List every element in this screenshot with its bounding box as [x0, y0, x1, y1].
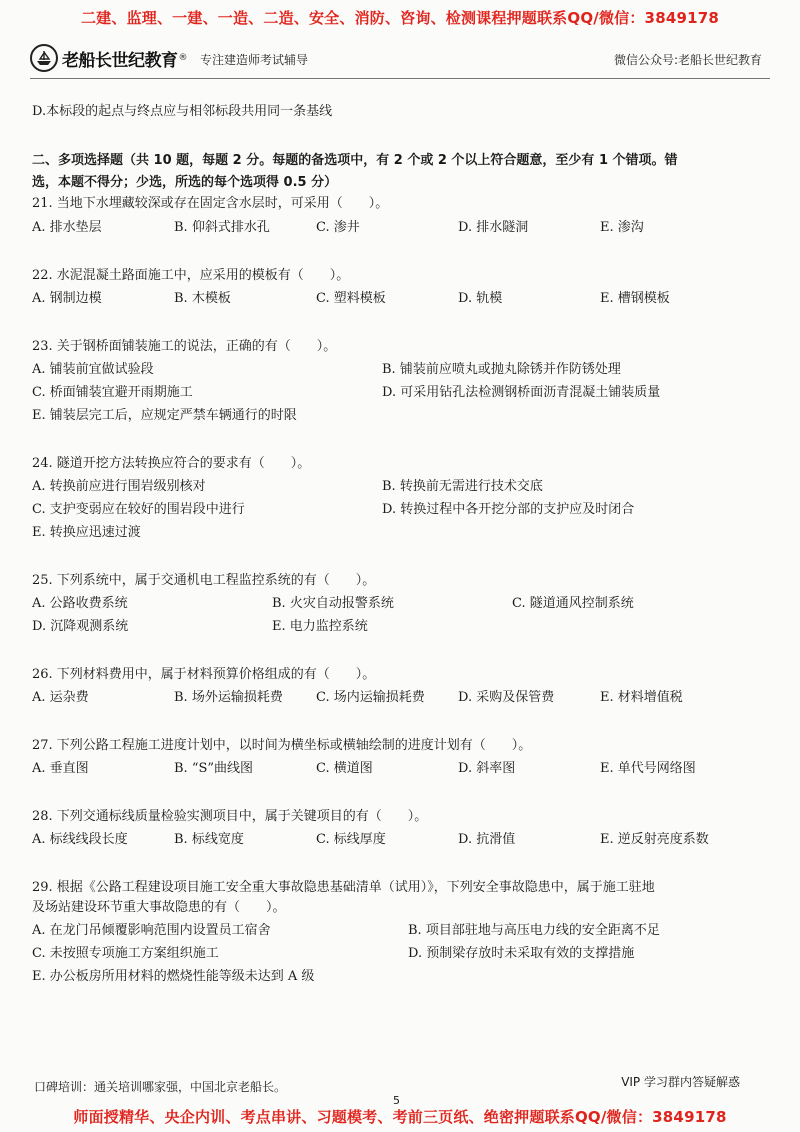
question-22	[32, 266, 762, 309]
option-e: E. 铺装层完工后，应规定严禁车辆通行的时限	[32, 408, 297, 423]
option-d: D. 转换过程中各开挖分部的支护应及时闭合	[382, 502, 635, 517]
option-c: C. 支护变弱应在较好的围岩段中进行	[32, 502, 245, 517]
bottom-ad-banner: 师面授精华、央企内训、考点串讲、习题模考、考前三页纸、绝密押题联系QQ/微信：3849178	[73, 1108, 727, 1126]
option-row	[32, 944, 762, 964]
option-row	[32, 477, 762, 497]
option-e: E. 逆反射亮度系数	[600, 832, 709, 847]
footer-vip-note: VIP 学习群内答疑解惑	[621, 1075, 740, 1089]
section-title-continued: 选，本题不得分；少选，所选的每个选项得 0.5 分）	[32, 175, 338, 190]
logo	[30, 44, 188, 72]
question-21	[32, 194, 762, 238]
option-b: B. 转换前无需进行技术交底	[382, 479, 543, 494]
section-title: 二、多项选择题（共 10 题，每题 2 分。每题的备选项中，有 2 个或 2 个以上符合题意，至少有 1 个错项。错	[32, 153, 678, 168]
option-c: C. 桥面铺装宜避开雨期施工	[32, 385, 193, 400]
option-row	[32, 830, 762, 850]
option-d: D. 采购及保管费	[458, 690, 555, 705]
option-row	[32, 688, 762, 708]
question-stem: 28. 下列交通标线质量检验实测项目中，属于关键项目的有（ ）。	[32, 809, 428, 824]
header-divider	[30, 78, 770, 79]
question-stem: 25. 下列系统中，属于交通机电工程监控系统的有（ ）。	[32, 573, 376, 588]
option-c: C. 塑料模板	[316, 291, 386, 306]
option-row	[32, 921, 762, 941]
option-row	[32, 289, 762, 309]
question-27	[32, 736, 762, 779]
option-row	[32, 383, 762, 403]
option-b: B. 仰斜式排水孔	[174, 220, 270, 235]
option-row	[32, 218, 762, 238]
option-b: B. “S”曲线图	[174, 761, 254, 776]
top-ad-banner: 二建、监理、一建、一造、二造、安全、消防、咨询、检测课程押题联系QQ/微信：3849178	[80, 9, 720, 27]
option-e: E. 办公板房所用材料的燃烧性能等级未达到 A 级	[32, 969, 315, 984]
question-23	[32, 337, 762, 426]
option-a: A. 铺装前宜做试验段	[32, 362, 154, 377]
question-stem: 23. 关于钢桥面铺装施工的说法，正确的有（ ）。	[32, 339, 337, 354]
question-26	[32, 665, 762, 708]
question-stem-continued: 及场站建设环节重大事故隐患的有（ ）。	[32, 900, 286, 915]
option-d: D. 抗滑值	[458, 832, 516, 847]
option-c: C. 渗井	[316, 220, 360, 235]
ship-emblem-icon	[30, 44, 58, 72]
option-d: D. 可采用钻孔法检测钢桥面沥青混凝土铺装质量	[382, 385, 661, 400]
option-e: E. 单代号网络图	[600, 761, 696, 776]
option-row	[32, 759, 762, 779]
option-c: C. 横道图	[316, 761, 373, 776]
question-24	[32, 454, 762, 543]
previous-option-d: D.本标段的起点与终点应与相邻标段共用同一条基线	[32, 104, 333, 119]
option-d: D. 斜率图	[458, 761, 516, 776]
option-d: D. 轨模	[458, 291, 503, 306]
option-d: D. 沉降观测系统	[32, 619, 129, 634]
question-stem: 22. 水泥混凝土路面施工中，应采用的模板有（ ）。	[32, 268, 350, 283]
header-tagline: 专注建造师考试辅导	[200, 53, 309, 67]
option-e: E. 槽钢模板	[600, 291, 670, 306]
option-c: C. 场内运输损耗费	[316, 690, 425, 705]
registered-mark: ®	[178, 53, 188, 63]
option-a: A. 标线线段长度	[32, 832, 128, 847]
option-b: B. 火灾自动报警系统	[272, 596, 394, 611]
option-row	[32, 500, 762, 520]
option-a: A. 公路收费系统	[32, 596, 128, 611]
option-row	[32, 594, 762, 614]
question-stem: 24. 隧道开挖方法转换应符合的要求有（ ）。	[32, 456, 311, 471]
footer-slogan: 口碑培训：通关培训哪家强，中国北京老船长。	[34, 1080, 287, 1094]
question-stem: 27. 下列公路工程施工进度计划中，以时间为横坐标或横轴绘制的进度计划有（ ）。	[32, 738, 532, 753]
question-content	[32, 102, 762, 987]
option-c: C. 隧道通风控制系统	[512, 596, 634, 611]
option-e: E. 转换应迅速过渡	[32, 525, 141, 540]
option-d: D. 排水隧洞	[458, 220, 529, 235]
option-e: E. 材料增值税	[600, 690, 683, 705]
question-stem: 29. 根据《公路工程建设项目施工安全重大事故隐患基础清单（试用）》，下列安全事故隐患中，属于施工驻地	[32, 880, 655, 895]
page-header	[30, 40, 770, 80]
option-e: E. 电力监控系统	[272, 619, 368, 634]
question-stem: 21. 当地下水埋藏较深或存在固定含水层时，可采用（ ）。	[32, 196, 389, 211]
option-row	[32, 360, 762, 380]
option-e: E. 渗沟	[600, 220, 644, 235]
option-c: C. 未按照专项施工方案组织施工	[32, 946, 219, 961]
option-b: B. 铺装前应喷丸或抛丸除锈并作防锈处理	[382, 362, 621, 377]
option-c: C. 标线厚度	[316, 832, 386, 847]
option-row	[32, 617, 762, 637]
question-25	[32, 571, 762, 637]
question-stem: 26. 下列材料费用中，属于材料预算价格组成的有（ ）。	[32, 667, 376, 682]
option-a: A. 在龙门吊倾覆影响范围内设置员工宿舍	[32, 923, 271, 938]
question-28	[32, 807, 762, 850]
option-a: A. 运杂费	[32, 690, 89, 705]
option-d: D. 预制梁存放时未采取有效的支撑措施	[408, 946, 635, 961]
option-b: B. 项目部驻地与高压电力线的安全距离不足	[408, 923, 660, 938]
option-b: B. 场外运输损耗费	[174, 690, 283, 705]
page-number: 5	[393, 1094, 400, 1107]
option-b: B. 标线宽度	[174, 832, 244, 847]
logo-text: 老船长世纪教育	[62, 50, 178, 71]
question-29	[32, 878, 762, 987]
option-b: B. 木模板	[174, 291, 231, 306]
option-a: A. 转换前应进行围岩级别核对	[32, 479, 206, 494]
wechat-account: 微信公众号:老船长世纪教育	[613, 53, 762, 67]
option-a: A. 排水垫层	[32, 220, 102, 235]
option-a: A. 垂直图	[32, 761, 89, 776]
option-a: A. 钢制边模	[32, 291, 102, 306]
